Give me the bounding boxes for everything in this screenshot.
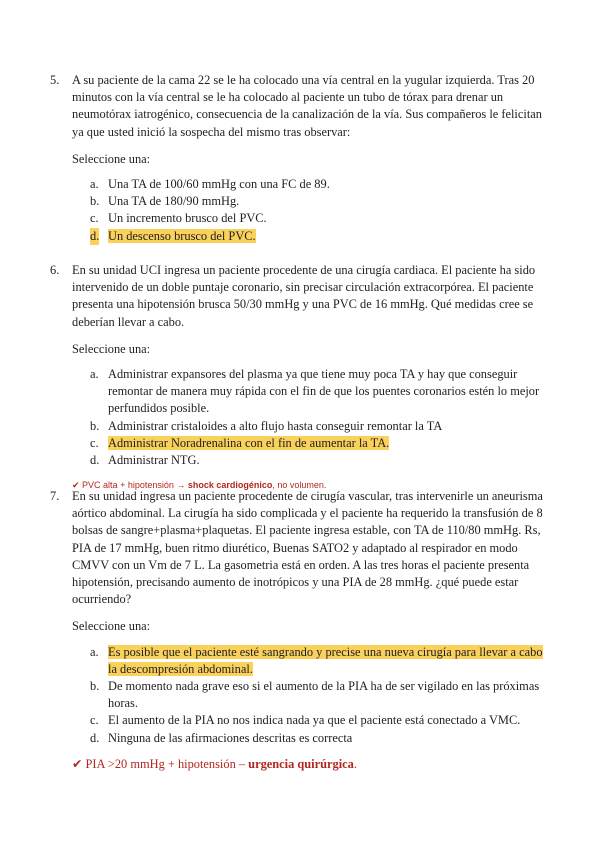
- arrow-icon: →: [176, 480, 186, 491]
- select-prompt: Seleccione una:: [72, 341, 151, 356]
- select-prompt: Seleccione una:: [72, 151, 151, 166]
- option-b[interactable]: b. Administrar cristaloides a alto flujo hasta conseguir remontar la TA: [90, 418, 443, 433]
- question-text: En su unidad UCI ingresa un paciente procedente de una cirugía cardiaca. El paciente ha sido intervenido de un doble puntaje coronario, sin precisar circulación extracorpórea. El paciente presenta una hipotensión brusca 50/30 mmHg y una PVC de 16 mmHg. Qué medidas cree se deberían llevar a cabo.: [72, 263, 536, 329]
- option-c[interactable]: c. El aumento de la PIA no nos indica nada ya que el paciente está conectado a VMC.: [90, 713, 521, 728]
- options-list: [50, 366, 550, 469]
- dash-separator: –: [238, 756, 246, 771]
- option-d[interactable]: d. Un descenso brusco del PVC.: [50, 228, 550, 245]
- question-number: 7.: [50, 489, 60, 503]
- options-list: [50, 176, 550, 245]
- check-icon: ✔: [72, 755, 83, 771]
- question-number: 6.: [50, 263, 60, 277]
- option-d[interactable]: d. Ninguna de las afirmaciones descritas es correcta: [90, 730, 353, 745]
- option-d[interactable]: d. Administrar NTG.: [90, 453, 200, 468]
- option-b[interactable]: b. De momento nada grave eso si el aumento de la PIA ha de ser vigilado en las próximas horas.: [90, 679, 540, 711]
- highlighted-answer: Un descenso brusco del PVC.: [108, 228, 256, 243]
- check-icon: ✔: [72, 481, 80, 492]
- highlighted-answer: Es posible que el paciente esté sangrando y precise una nueva cirugía para llevar a cabo la descompresión abdominal.: [108, 644, 543, 676]
- question-number: 5.: [50, 73, 60, 87]
- question-text: En su unidad ingresa un paciente procedente de cirugía vascular, tras intervenirle un aneurisma aórtico abdominal. La cirugía ha sido complicada y el paciente ha requerido la transfusión de 8 bolsas de sangre+plasma+plaquetas. El paciente ingresa estable, con TA de 110/80 mmHg. Rs, PIA de 17 mmHg, buen ritmo diurético, Buenas SATO2 y adaptado al respirador en modo CMVV con un Vm de 7 L. La gasometria está en orden. A las tres horas el paciente presenta hipotensión, precisando aumento de inotrópicos y una PIA de 28 mmHg. ¿qué puede estar ocurriendo?: [72, 489, 543, 607]
- answer-note: ✔ PIA >20 mmHg + hipotensión – urgencia quirúrgica.: [72, 755, 357, 771]
- question-5: [50, 72, 550, 245]
- options-list: [50, 644, 550, 747]
- answer-note: ✔ PVC alta + hipotensión → shock cardiogénico, no volumen.: [72, 480, 327, 492]
- highlighted-answer: Administrar Noradrenalina con el fin de aumentar la TA.: [108, 435, 390, 450]
- question-text: A su paciente de la cama 22 se le ha colocado una vía central en la yugular izquierda. Tras 20 minutos con la vía central se le ha colocado al paciente un tubo de tórax para drenar un neumotórax iatrogénico, consecuencia de la canalización de la vía. Sus compañeros le felicitan ya que usted inició la sospecha del mismo tras observar:: [72, 73, 542, 139]
- option-c[interactable]: c. Administrar Noradrenalina con el fin de aumentar la TA.: [90, 435, 390, 450]
- option-a[interactable]: a. Administrar expansores del plasma ya que tiene muy poca TA y hay que conseguir remontar de manera muy rápida con el fin de que los puentes coronarios estén lo mejor perfundidos posible.: [90, 367, 540, 416]
- question-7: [50, 488, 550, 773]
- option-a[interactable]: a. Es posible que el paciente esté sangrando y precise una nueva cirugía para llevar a cabo la descompresión abdominal.: [90, 644, 543, 676]
- option-a[interactable]: a. Una TA de 100/60 mmHg con una FC de 89.: [90, 177, 330, 192]
- option-c[interactable]: c. Un incremento brusco del PVC.: [90, 211, 267, 226]
- option-b[interactable]: b. Una TA de 180/90 mmHg.: [90, 194, 240, 209]
- question-6: [50, 262, 550, 495]
- select-prompt: Seleccione una:: [72, 619, 151, 634]
